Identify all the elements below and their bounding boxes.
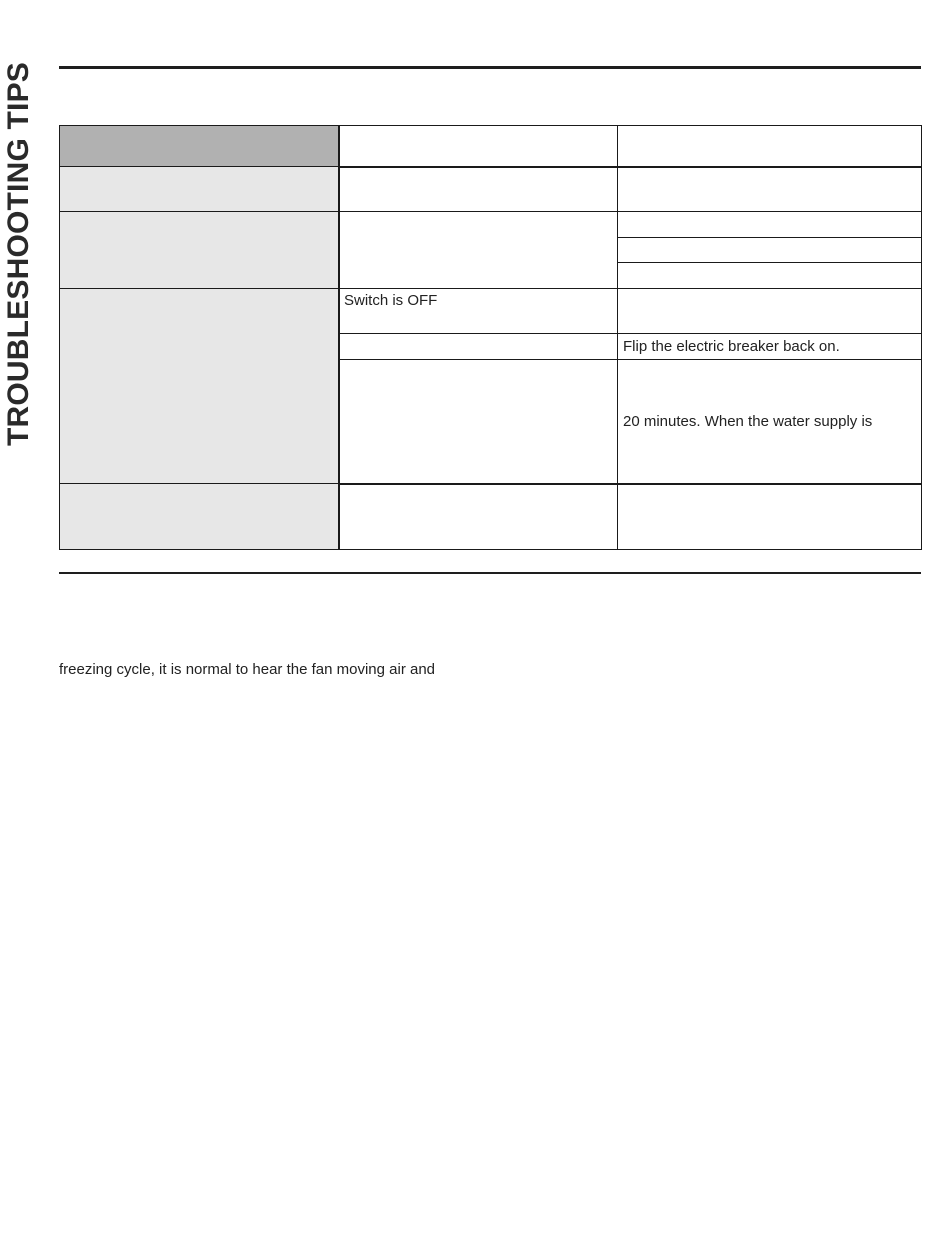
- bottom-divider: [59, 572, 921, 574]
- header-cause-cell: [338, 125, 618, 168]
- row2-solution-cell-3: [617, 262, 922, 289]
- row2-solution-cell-2: [617, 237, 922, 263]
- row3-solution-cell-2: Flip the electric breaker back on.: [617, 333, 922, 360]
- row3-cause-cell-3: [338, 359, 618, 485]
- top-divider: [59, 66, 921, 69]
- row3-problem-cell: [59, 288, 340, 485]
- header-solution-cell: [617, 125, 922, 168]
- row4-solution-cell: [617, 483, 922, 550]
- row1-solution-cell: [617, 166, 922, 212]
- row2-problem-cell: [59, 211, 340, 289]
- troubleshooting-table: [59, 125, 922, 550]
- row3-cause-cell-1: Switch is OFF: [338, 288, 618, 334]
- row4-cause-cell: [338, 483, 618, 550]
- row4-problem-cell: [59, 483, 340, 550]
- row1-cause-cell: [338, 166, 618, 212]
- section-title: TROUBLESHOOTING TIPS: [2, 61, 35, 446]
- row3-cause-cell-2: [338, 333, 618, 360]
- body-paragraph: freezing cycle, it is normal to hear the fan moving air and: [59, 661, 436, 678]
- row2-solution-cell-1: [617, 211, 922, 238]
- row1-problem-cell: [59, 166, 340, 212]
- row3-solution-cell-3: 20 minutes. When the water supply is: [617, 359, 922, 485]
- row3-solution-cell-1: [617, 288, 922, 334]
- row2-cause-cell: [338, 211, 618, 289]
- header-problem-cell: [59, 125, 340, 168]
